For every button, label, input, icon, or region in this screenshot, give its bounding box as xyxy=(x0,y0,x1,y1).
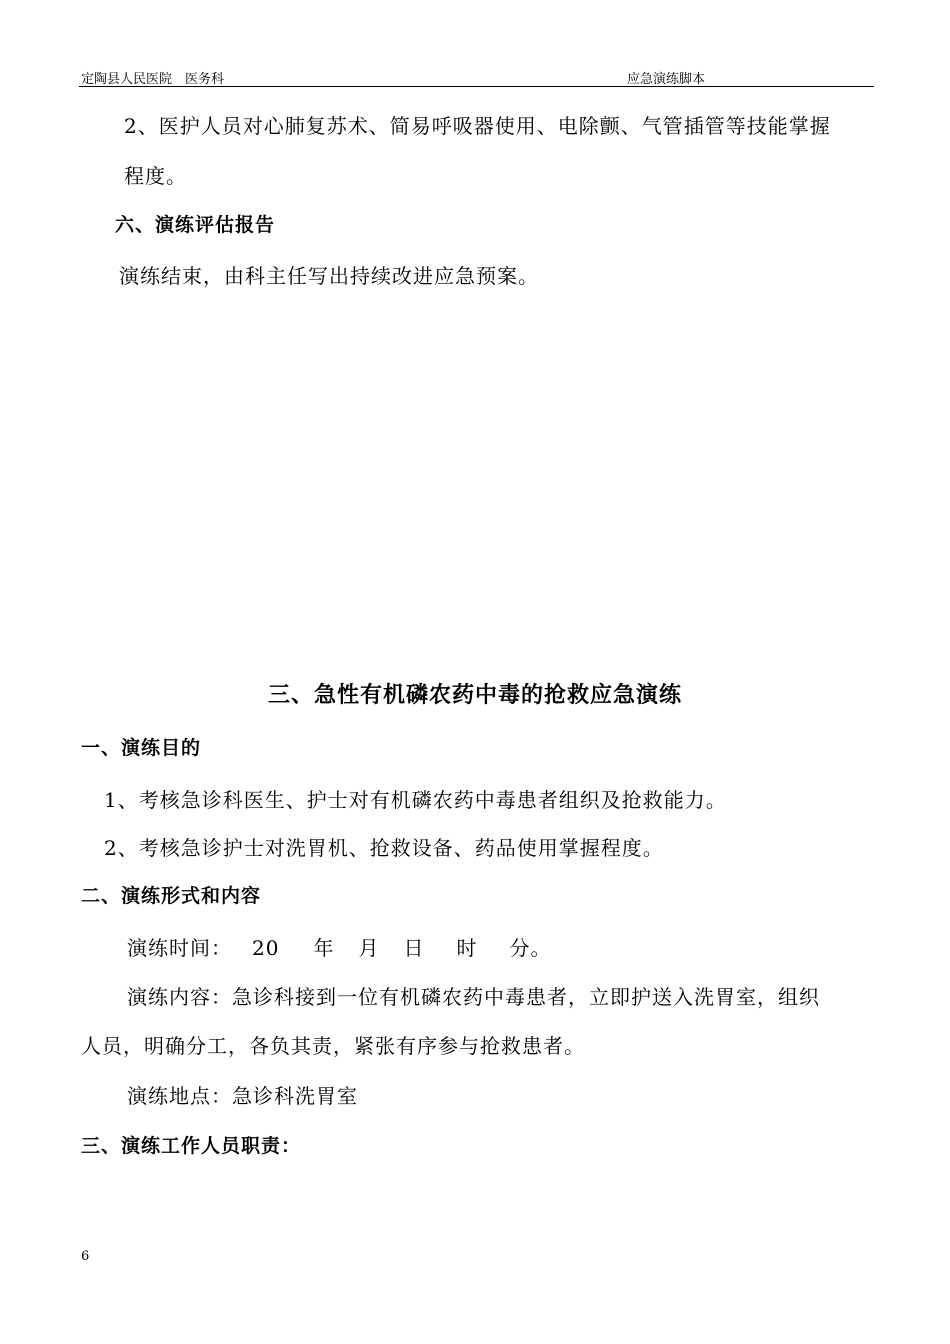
drill-time-yue: 月 xyxy=(358,936,380,960)
paragraph-line: 演练结束，由科主任写出持续改进应急预案。 xyxy=(119,264,539,288)
paragraph-line: 演练地点：急诊科洗胃室 xyxy=(127,1084,358,1108)
paragraph-line: 程度。 xyxy=(124,164,187,188)
paragraph-line: 2、医护人员对心肺复苏术、简易呼吸器使用、电除颤、气管插管等技能掌握 xyxy=(124,114,831,138)
section-heading: 二、演练形式和内容 xyxy=(81,885,262,907)
drill-time-fen: 分。 xyxy=(509,936,552,960)
list-item: 2、考核急诊护士对洗胃机、抢救设备、药品使用掌握程度。 xyxy=(104,836,664,860)
paragraph-line: 人员，明确分工，各负其责，紧张有序参与抢救患者。 xyxy=(81,1034,585,1058)
drill-time-label: 演练时间： xyxy=(127,936,232,960)
page-number: 6 xyxy=(81,1249,90,1264)
header-rule xyxy=(79,86,874,87)
drill-time-year: 20 xyxy=(252,936,280,960)
section-heading: 三、演练工作人员职责： xyxy=(81,1135,302,1157)
drill-time xyxy=(127,932,551,961)
drill-time-ri: 日 xyxy=(403,936,425,960)
list-item: 1、考核急诊科医生、护士对有机磷农药中毒患者组织及抢救能力。 xyxy=(104,788,727,812)
header-right: 应急演练脚本 xyxy=(627,72,706,87)
section-heading: 六、演练评估报告 xyxy=(115,214,276,236)
drill-time-nian: 年 xyxy=(313,936,335,960)
paragraph-line: 演练内容：急诊科接到一位有机磷农药中毒患者，立即护送入洗胃室，组织 xyxy=(127,985,820,1009)
header-left: 定陶县人民医院 医务科 xyxy=(81,72,225,87)
section-title: 三、急性有机磷农药中毒的抢救应急演练 xyxy=(267,683,682,708)
drill-time-shi: 时 xyxy=(456,936,478,960)
section-heading: 一、演练目的 xyxy=(81,737,202,759)
